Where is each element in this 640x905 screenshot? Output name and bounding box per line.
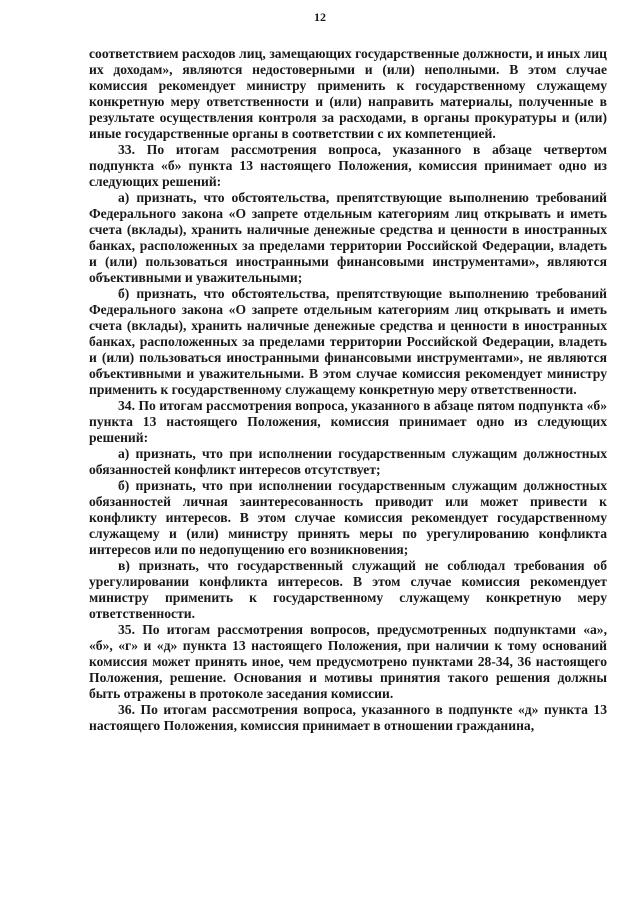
paragraph: соответствием расходов лиц, замещающих государственные должности, и иных лиц их доходам», являются недостоверными и (или) неполными. В этом случае комиссия рекомендует министру применить к государственному служащему конкретную меру ответственности и (или) направить материалы, полученные в результате осуществления контроля за расходами, в органы прокуратуры и (или) иные государственные органы в соответствии с их компетенцией. (89, 46, 607, 141)
paragraph: в) признать, что государственный служащий не соблюдал требования об урегулировании конфликта интересов. В этом случае комиссия рекомендует министру применить к государственному служащему конкретную меру ответственности. (89, 558, 607, 621)
paragraph: а) признать, что при исполнении государственным служащим должностных обязанностей конфликт интересов отсутствует; (89, 446, 607, 477)
paragraph: б) признать, что обстоятельства, препятствующие выполнению требований Федерального закона «О запрете отдельным категориям лиц открывать и иметь счета (вклады), хранить наличные денежные средства и ценности в иностранных банках, расположенных за пределами территории Российской Федерации, владеть и (или) пользоваться иностранными финансовыми инструментами», не являются объективными и уважительными. В этом случае комиссия рекомендует министру применить к государственному служащему конкретную меру ответственности. (89, 286, 607, 397)
paragraph: 35. По итогам рассмотрения вопросов, предусмотренных подпунктами «а», «б», «г» и «д» пункта 13 настоящего Положения, при наличии к тому оснований комиссия может принять иное, чем предусмотрено пунктами 28-34, 36 настоящего Положения, решение. Основания и мотивы принятия такого решения должны быть отражены в протоколе заседания комиссии. (89, 622, 607, 701)
page-number: 12 (314, 10, 326, 24)
document-body (89, 46, 607, 734)
paragraph: а) признать, что обстоятельства, препятствующие выполнению требований Федерального закона «О запрете отдельным категориям лиц открывать и иметь счета (вклады), хранить наличные денежные средства и ценности в иностранных банках, расположенных за пределами территории Российской Федерации, владеть и (или) пользоваться иностранными финансовыми инструментами», являются объективными и уважительными; (89, 190, 607, 285)
paragraph: б) признать, что при исполнении государственным служащим должностных обязанностей личная заинтересованность приводит или может привести к конфликту интересов. В этом случае комиссия рекомендует государственному служащему и (или) министру принять меры по урегулированию конфликта интересов или по недопущению его возникновения; (89, 478, 607, 557)
paragraph: 33. По итогам рассмотрения вопроса, указанного в абзаце четвертом подпункта «б» пункта 13 настоящего Положения, комиссия принимает одно из следующих решений: (89, 142, 607, 189)
paragraph: 36. По итогам рассмотрения вопроса, указанного в подпункте «д» пункта 13 настоящего Положения, комиссия принимает в отношении гражданина, (89, 702, 607, 733)
paragraph: 34. По итогам рассмотрения вопроса, указанного в абзаце пятом подпункта «б» пункта 13 настоящего Положения, комиссия принимает одно из следующих решений: (89, 398, 607, 445)
